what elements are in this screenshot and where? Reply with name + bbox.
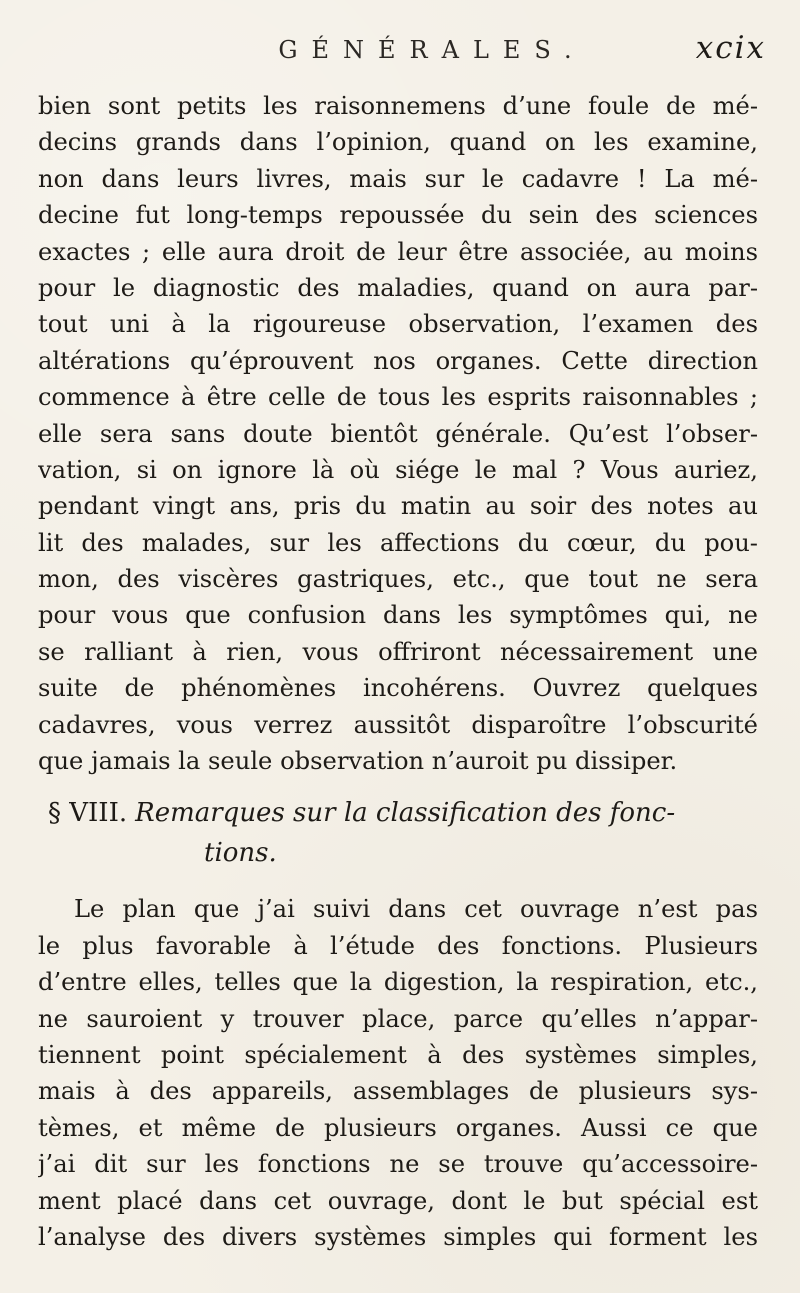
- paragraph-1-line: bien sont petits les raisonnemens d’une foule de mé-: [38, 92, 758, 120]
- paragraph-1-line: elle sera sans doute bientôt générale. Qu’est l’obser-: [38, 419, 758, 448]
- paragraph-2-line: Le plan que j’ai suivi dans cet ouvrage n’est pas: [74, 895, 758, 924]
- paragraph-1-line: altérations qu’éprouvent nos organes. Cette direction: [38, 346, 758, 375]
- paragraph-1: [38, 88, 758, 779]
- paragraph-1-line: commence à être celle de tous les esprits raisonnables ;: [38, 383, 758, 412]
- section-heading-line-1: [38, 793, 758, 833]
- paragraph-1-line: pour le diagnostic des maladies, quand on aura par-: [38, 273, 758, 302]
- paragraph-1-line: que jamais la seule observation n’auroit pu dissiper.: [38, 747, 678, 776]
- paragraph-1-line: non dans leurs livres, mais sur le cadavre ! La mé-: [38, 164, 758, 193]
- paragraph-1-line: lit des malades, sur les affections du cœur, du pou-: [38, 528, 758, 557]
- paragraph-2-line: mais à des appareils, assemblages de plusieurs sys-: [38, 1077, 758, 1106]
- paragraph-2-line: l’analyse des divers systèmes simples qui forment les: [38, 1222, 758, 1251]
- paragraph-1-line: suite de phénomènes incohérens. Ouvrez quelques: [38, 674, 758, 703]
- paragraph-1-line: tout uni à la rigoureuse observation, l’examen des: [38, 310, 758, 339]
- section-mark: § VIII.: [48, 798, 128, 829]
- running-title: GÉNÉRALES.: [278, 36, 586, 64]
- paragraph-2-line: ne sauroient y trouver place, parce qu’elles n’appar-: [38, 1004, 758, 1033]
- paragraph-1-line: vation, si on ignore là où siége le mal ? Vous auriez,: [38, 455, 758, 484]
- paragraph-2-line: ment placé dans cet ouvrage, dont le but spécial est: [38, 1186, 758, 1215]
- paragraph-1-line: decine fut long-temps repoussée du sein des sciences: [38, 201, 758, 230]
- paragraph-1-line: pour vous que confusion dans les symptômes qui, ne: [38, 601, 758, 630]
- paragraph-2-line: d’entre elles, telles que la digestion, la respiration, etc.,: [38, 968, 758, 997]
- paragraph-1-line: pendant vingt ans, pris du matin au soir des notes au: [38, 492, 758, 521]
- running-head: [38, 30, 766, 84]
- paragraph-1-line: decins grands dans l’opinion, quand on les examine,: [38, 128, 758, 157]
- section-title-second-line: tions.: [204, 838, 277, 869]
- page-number: xcix: [695, 30, 766, 66]
- paragraph-1-line: se ralliant à rien, vous offriront nécessairement une: [38, 637, 758, 666]
- section-heading: [38, 793, 766, 873]
- paragraph-2: [38, 891, 758, 1255]
- paragraph-2-line: tiennent point spécialement à des systèmes simples,: [38, 1040, 758, 1069]
- paragraph-2-line: le plus favorable à l’étude des fonctions. Plusieurs: [38, 931, 758, 960]
- paragraph-1-line: exactes ; elle aura droit de leur être associée, au moins: [38, 237, 758, 266]
- section-title-first-line: Remarques sur la classification des fonc-: [135, 798, 676, 829]
- paragraph-2-line: tèmes, et même de plusieurs organes. Aussi ce que: [38, 1113, 758, 1142]
- paragraph-2-line: j’ai dit sur les fonctions ne se trouve qu’accessoire-: [38, 1150, 758, 1179]
- paragraph-1-line: mon, des viscères gastriques, etc., que tout ne sera: [38, 565, 758, 594]
- section-heading-line-2: [38, 833, 758, 873]
- paragraph-1-line: cadavres, vous verrez aussitôt disparoître l’obscurité: [38, 710, 758, 739]
